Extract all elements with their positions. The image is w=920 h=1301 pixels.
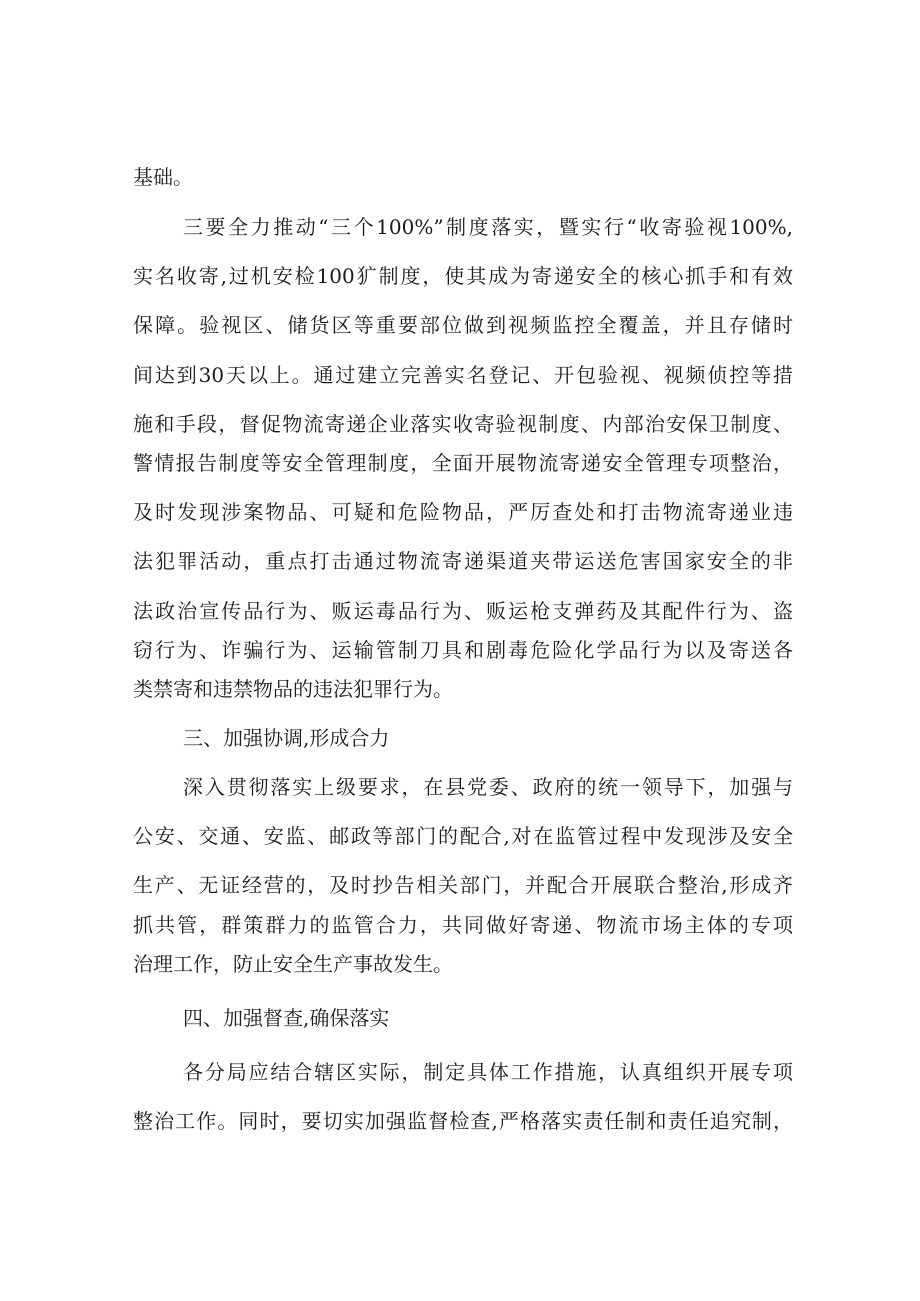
text-line: 类禁寄和违禁物品的违法犯罪行为。: [133, 677, 453, 701]
text-line: 整治工作。同时，要切实加强监督检查,严格落实责任制和责任追究制，: [133, 1109, 793, 1133]
text-line: 窃行为、诈骗行为、运输管制刀具和剧毒危险化学品行为以及寄送各: [133, 638, 793, 662]
text-line: 公安、交通、安监、邮政等部门的配合,对在监管过程中发现涉及安全: [133, 824, 793, 848]
text-line: 警情报告制度等安全管理制度，全面开展物流寄递安全管理专项整治，: [133, 451, 793, 475]
text-line: 基础。: [133, 165, 193, 189]
text-line: 法犯罪活动，重点打击通过物流寄递渠道夹带运送危害国家安全的非: [133, 549, 793, 573]
text-line: 保障。验视区、储货区等重要部位做到视频监控全覆盖，并且存储时: [133, 313, 793, 337]
text-line: 抓共管，群策群力的监管合力，共同做好寄递、物流市场主体的专项: [133, 913, 793, 937]
text-line: 施和手段，督促物流寄递企业落实收寄验视制度、内部治安保卫制度、: [133, 412, 793, 436]
text-line: 法政治宣传品行为、贩运毒品行为、贩运枪支弹药及其配件行为、盗: [133, 599, 793, 623]
text-line: 间达到30天以上。通过建立完善实名登记、开包验视、视频侦控等措: [133, 363, 793, 387]
text-line: 深入贯彻落实上级要求，在县党委、政府的统一领导下，加强与: [183, 775, 793, 799]
text-line: 及时发现涉案物品、可疑和危险物品，严厉查处和打击物流寄递业违: [133, 500, 793, 524]
text-line: 各分局应结合辖区实际，制定具体工作措施，认真组织开展专项: [183, 1060, 793, 1084]
text-line: 生产、无证经营的，及时抄告相关部门，并配合开展联合整治,形成齐: [133, 873, 793, 897]
section-heading: 四、加强督查,确保落实: [183, 1006, 390, 1030]
text-line: 治理工作，防止安全生产事故发生。: [133, 952, 453, 976]
text-line: 三要全力推动“三个100%”制度落实，暨实行“收寄验视100%,: [183, 215, 793, 239]
section-heading: 三、加强协调,形成合力: [183, 726, 390, 750]
text-line: 实名收寄,过机安检100犷制度，使其成为寄递安全的核心抓手和有效: [133, 264, 793, 288]
